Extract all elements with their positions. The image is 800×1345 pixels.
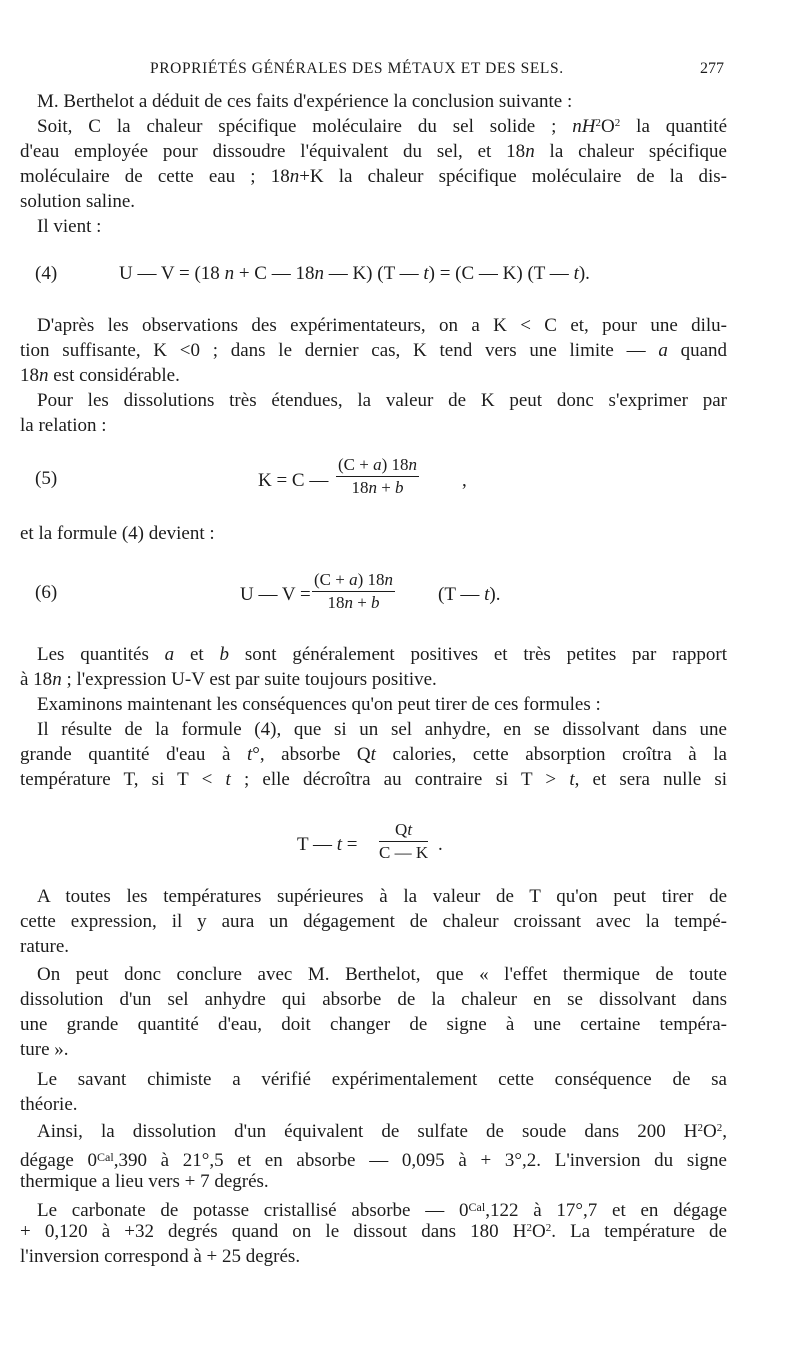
paragraph-line: solution saline. <box>20 191 136 212</box>
equation-5-comma: , <box>462 470 467 491</box>
running-title: PROPRIÉTÉS GÉNÉRALES DES MÉTAUX ET DES SELS. <box>150 60 564 77</box>
paragraph-line: Soit, C la chaleur spécifique moléculaire du sel solide ; $nH^2O^2$ la quantité <box>37 116 728 137</box>
equation-6-fraction: $\frac{(C + a) 18n}{18n + b}$ <box>314 570 394 612</box>
paragraph-line: Il résulte de la formule (4), que si un sel anhydre, en se dissolvant dans une <box>37 719 727 740</box>
paragraph-line: théorie. <box>20 1094 78 1115</box>
paragraph-line: dissolution d'un sel anhydre qui absorbe de la chaleur en se dissolvant dans <box>20 989 727 1010</box>
paragraph-line: moléculaire de cette eau ; 18n+K la chaleur spécifique moléculaire de la dis- <box>20 166 727 187</box>
paragraph-line: Il vient : <box>37 216 102 237</box>
paragraph-line: tion suffisante, K <0 ; dans le dernier cas, K tend vers une limite — a quand <box>20 340 727 361</box>
equation-7-lhs: T — t = <box>297 834 358 855</box>
equation-4-body: U — V = (18 n + C — 18n — K) (T — t) = (C — K) (T — t). <box>119 263 590 284</box>
paragraph-line: cette expression, il y aura un dégagement de chaleur croissant avec la tempé- <box>20 911 727 932</box>
paragraph-line: Ainsi, la dissolution d'un équivalent de sulfate de soude dans 200 $H^2O^2$, <box>37 1121 727 1142</box>
equation-6-tail: (T — t). <box>438 584 501 605</box>
paragraph-line: + 0,120 à +32 degrés quand on le dissout dans 180 $H^2O^2$. La température de <box>20 1221 727 1242</box>
paragraph-line: Examinons maintenant les conséquences qu'on peut tirer de ces formules : <box>37 694 601 715</box>
paragraph-line: A toutes les températures supérieures à la valeur de T qu'on peut tirer de <box>37 886 727 907</box>
paragraph-line: Le savant chimiste a vérifié expérimentalement cette conséquence de sa <box>37 1069 727 1090</box>
paragraph-line: l'inversion correspond à + 25 degrés. <box>20 1246 301 1267</box>
paragraph-line: thermique a lieu vers + 7 degrés. <box>20 1171 269 1192</box>
paragraph-line: 18n est considérable. <box>20 365 180 386</box>
paragraph-line: Les quantités a et b sont généralement positives et très petites par rapport <box>37 644 728 665</box>
paragraph-line: une grande quantité d'eau, doit changer de signe à une certaine tempéra- <box>20 1014 727 1035</box>
paragraph-line: à 18n ; l'expression U-V est par suite toujours positive. <box>20 669 437 690</box>
equation-7-fraction: $\frac{Qt}{C — K}$ <box>379 820 429 862</box>
paragraph-line: dégage $0^{Cal},390$ à 21°,5 et en absorbe — 0,095 à + 3°,2. L'inversion du signe <box>20 1150 727 1171</box>
paragraph-line: d'eau employée pour dissoudre l'équivalent du sel, et 18n la chaleur spécifique <box>20 141 727 162</box>
equation-5-label: (5) <box>35 468 58 489</box>
paragraph-line: ture ». <box>20 1039 69 1060</box>
equation-6-lhs: U — V = <box>240 584 311 605</box>
page-number: 277 <box>700 60 724 77</box>
paragraph-line: Pour les dissolutions très étendues, la valeur de K peut donc s'exprimer par <box>37 390 727 411</box>
equation-5-fraction: $\frac{(C + a) 18n}{18n + b}$ <box>338 455 418 497</box>
paragraph-line: rature. <box>20 936 70 957</box>
equation-6-label: (6) <box>35 582 58 603</box>
paragraph-line: grande quantité d'eau à t°, absorbe Qt calories, cette absorption croîtra à la <box>20 744 727 765</box>
equation-7-period: . <box>438 834 443 855</box>
paragraph-line: D'après les observations des expérimentateurs, on a K < C et, pour une dilu- <box>37 315 727 336</box>
paragraph-line: la relation : <box>20 415 107 436</box>
paragraph-line: Le carbonate de potasse cristallisé absorbe — $0^{Cal},122$ à 17°,7 et en dégage <box>37 1200 727 1221</box>
paragraph-line: température T, si T < t ; elle décroîtra au contraire si T > t, et sera nulle si <box>20 769 727 790</box>
equation-4: (4) <box>35 263 58 284</box>
paragraph-line: On peut donc conclure avec M. Berthelot, que « l'effet thermique de toute <box>37 964 727 985</box>
paragraph-line: M. Berthelot a déduit de ces faits d'expérience la conclusion suivante : <box>37 91 573 112</box>
equation-5-lhs: K = C — <box>258 470 329 491</box>
paragraph-line: et la formule (4) devient : <box>20 523 215 544</box>
